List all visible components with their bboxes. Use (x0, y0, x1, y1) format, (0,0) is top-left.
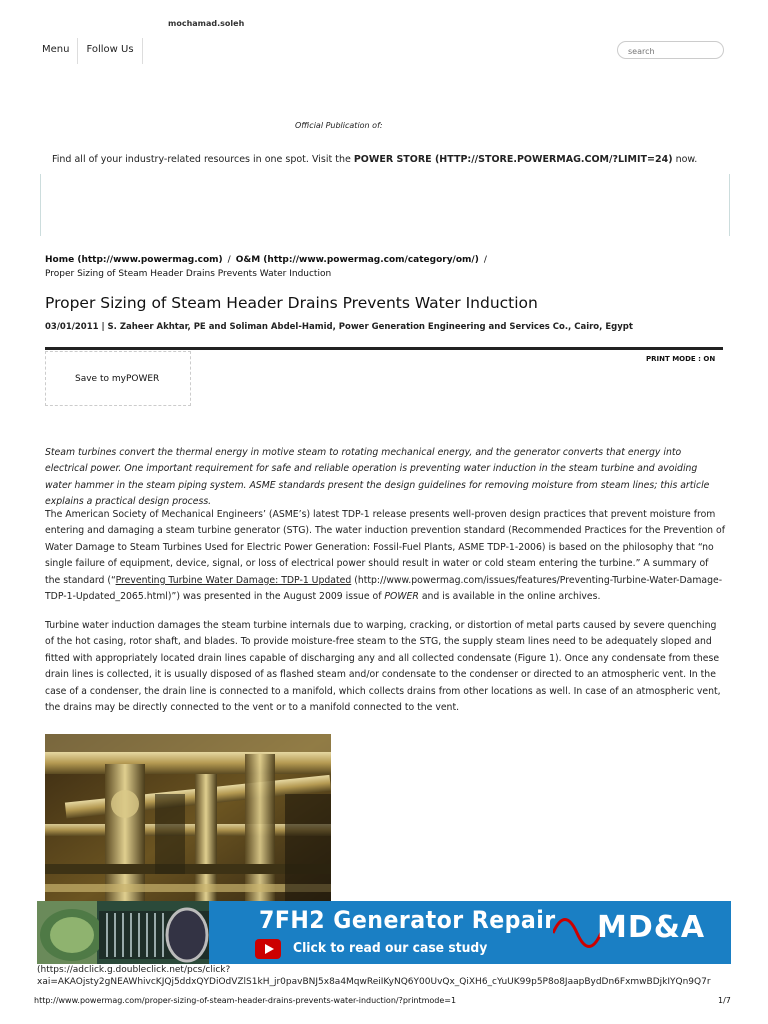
breadcrumb-current: Proper Sizing of Steam Header Drains Prevents Water Induction (45, 269, 332, 279)
p1-text-c: and is available in the online archives. (418, 591, 601, 603)
breadcrumb-home-link[interactable]: Home (http://www.powermag.com) (45, 255, 223, 265)
brand-logo: MD&A (597, 910, 706, 945)
p1-text-a: The American Society of Mechanical Engineers’ (ASME’s) latest TDP-1 release presents well-proven design practices that prevent moisture from entering and damaging a steam turbine generator (STG). The water induction prevention standard (Recommended Practices for the Prevention of Water Damage to Steam Turbines Used for Electric Power Generation: Fossil-Fuel Plants, ASME TDP-1-2006) is based on the philosophy that “no single failure of equipment, device, signal, or loss of electrical power should result in water or cold steam entering the turbine.” A summary of the standard (“ (45, 509, 725, 586)
ad-click-url[interactable] (37, 964, 731, 988)
article-intro: Steam turbines convert the thermal energy in motive steam to rotating mechanical energy, and the generator converts that energy into electrical power. One important requirement for safe and reliable operation is preventing water induction in the steam turbine and avoiding water hammer in the steam piping system. ASME standards present the design guidelines for removing moisture from steam lines; this article explains a practical design process. (45, 447, 710, 508)
menu-link[interactable]: Menu (34, 38, 78, 64)
article-paragraph-1 (45, 507, 725, 605)
username[interactable]: mochamad.soleh (168, 19, 245, 28)
ad-cta[interactable]: Click to read our case study (293, 941, 488, 956)
power-magazine-name: POWER (384, 591, 419, 603)
breadcrumb-om-link[interactable]: O&M (http://www.powermag.com/category/om/) (235, 255, 479, 265)
figure-steam-piping-photo (45, 734, 331, 924)
store-notice-suffix: now. (672, 154, 698, 165)
ad-headline[interactable]: 7FH2 Generator Repair (259, 906, 556, 934)
store-notice-prefix: Find all of your industry-related resources in one spot. Visit the (52, 154, 354, 165)
ad-banner[interactable] (37, 901, 731, 964)
save-to-mypower-box[interactable] (45, 351, 191, 406)
ad-url-line-1[interactable]: (https://adclick.g.doubleclick.net/pcs/click? (37, 965, 231, 975)
follow-us-link[interactable]: Follow Us (78, 38, 142, 64)
title-divider (45, 347, 723, 350)
generator-image (37, 901, 209, 964)
footer-page-url: http://www.powermag.com/proper-sizing-of-steam-header-drains-prevents-water-induction/?printmode=1 (34, 996, 457, 1005)
print-mode-label: PRINT MODE : ON (646, 355, 716, 363)
byline: 03/01/2011 | S. Zaheer Akhtar, PE and Soliman Abdel-Hamid, Power Generation Engineering and Services Co., Cairo, Egypt (45, 322, 633, 332)
breadcrumb-separator: / (483, 255, 487, 265)
official-publication-label: Official Publication of: (295, 121, 383, 130)
play-icon[interactable] (255, 939, 281, 959)
page-title: Proper Sizing of Steam Header Drains Prevents Water Induction (45, 294, 538, 312)
ad-placeholder (40, 174, 730, 236)
p1-text-b: (http://www.powermag.com/issues/features/Preventing-Turbine-Water-Damage-TDP-1-Updated_2065.html)”) was presented in the August 2009 issue of (45, 574, 723, 603)
article-paragraph-2: Turbine water induction damages the steam turbine internals due to warping, cracking, or distortion of metal parts caused by severe quenching of the hot casing, rotor shaft, and blades. To provide moisture-free steam to the STG, the supply steam lines need to be adequately sloped and fitted with appropriately located drain lines capable of discharging any and all collected condensate (Figure 1). Once any condensate from these drain lines is collected, it is usually disposed of as flashed steam and/or condensate to the condenser or directed to an atmospheric vent. In the case of a condenser, the drain line is connected to a manifold, which collects drains from other locations as well. In case of an atmospheric vent, the drains may be directly connected to the vent or to a manifold connected to the vent. (45, 620, 721, 714)
breadcrumb-separator: / (227, 255, 231, 265)
breadcrumb (45, 253, 492, 281)
ad-url-line-2[interactable]: xai=AKAOjsty2gNEAWhivcKJQj5ddxQYDiOdVZlS1kH_jr0pavBNJ5x8a4MqwReiIKyNQ6Y00UvQx_QiXH6_cYuUK99p5P8o8JaapBydDn6FxmwBDjkIYQn9Q7r (37, 977, 711, 987)
search-input[interactable] (617, 41, 724, 59)
tdp1-article-link[interactable]: Preventing Turbine Water Damage: TDP-1 Updated (115, 574, 352, 586)
power-store-link[interactable]: POWER STORE (HTTP://STORE.POWERMAG.COM/?LIMIT=24) (353, 154, 673, 165)
store-notice (52, 154, 697, 165)
top-nav (34, 38, 143, 64)
save-to-mypower-button[interactable]: Save to myPOWER (75, 374, 160, 384)
page-number: 1/7 (718, 996, 731, 1005)
